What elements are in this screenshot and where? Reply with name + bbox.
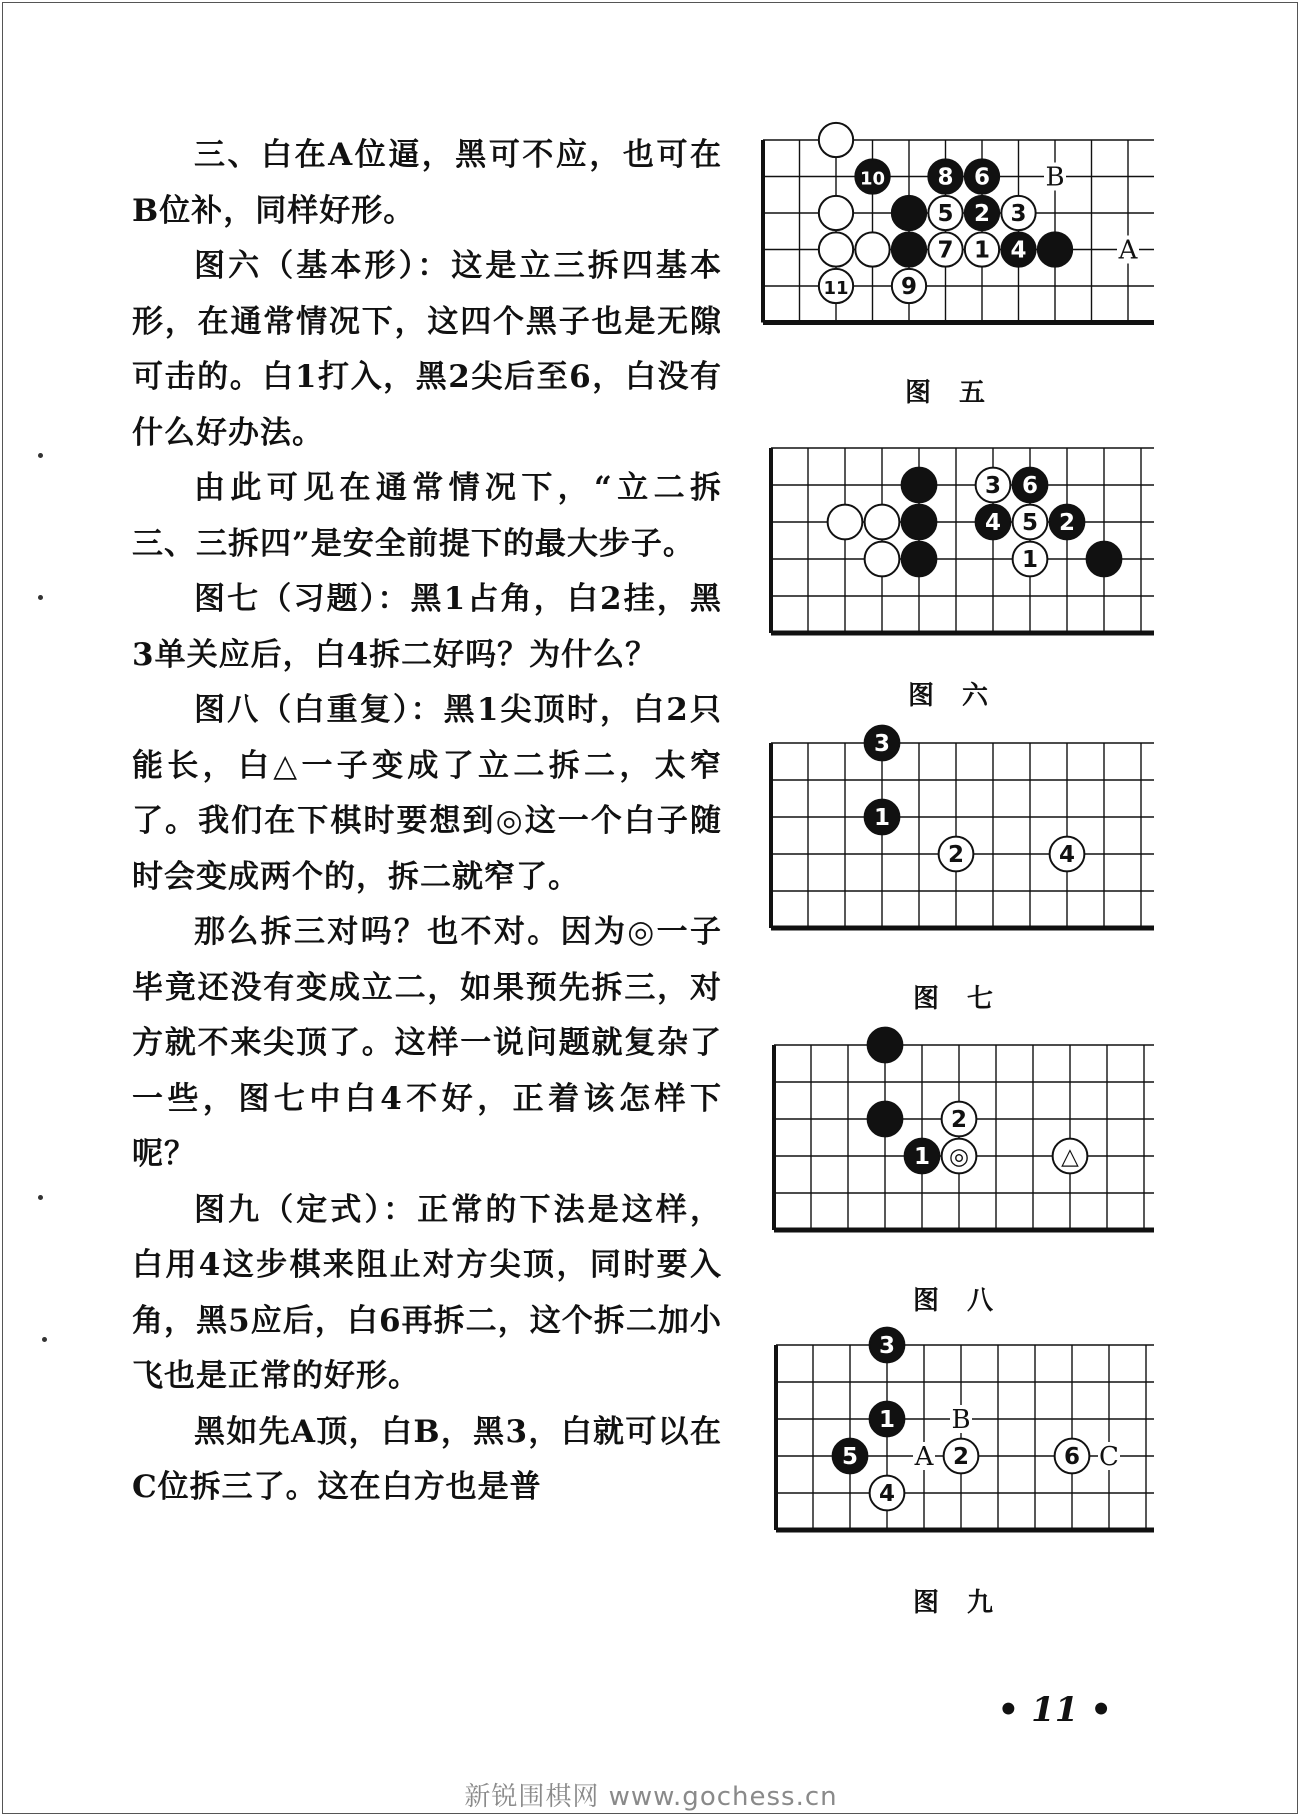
stone-disc: [819, 196, 853, 230]
stone-number: 1: [973, 237, 991, 264]
go-board-diagram: [768, 445, 1154, 641]
figure-6-caption: 图 六: [908, 681, 990, 711]
white-stone: [976, 468, 1011, 503]
figure-9-caption: 图 九: [913, 1588, 995, 1618]
stone-disc: [892, 196, 926, 230]
white-stone: [819, 123, 853, 157]
black-stone: [902, 542, 937, 577]
stone-number: 6: [1021, 473, 1039, 499]
black-stone: [1087, 542, 1122, 577]
black-stone: [868, 1102, 903, 1137]
board-grid: [771, 448, 1154, 633]
stone-number: 2: [950, 1107, 968, 1133]
white-stone: [942, 1139, 977, 1174]
scan-speck: [38, 453, 43, 458]
board-grid: [774, 1045, 1154, 1230]
stone-number: 3: [984, 473, 1002, 499]
stone-number: 3: [873, 731, 891, 757]
go-board-diagram: [773, 1333, 1154, 1544]
stone-number: 2: [947, 842, 965, 868]
white-stone: [865, 542, 900, 577]
white-stone: [855, 232, 889, 266]
paragraph-1: 三、白在A位逼，黑可不应，也可在B位补，同样好形。: [132, 137, 722, 229]
black-stone: [928, 159, 962, 193]
white-stone: [965, 232, 999, 266]
stone-disc: [1087, 542, 1122, 577]
black-stone: [865, 800, 900, 835]
stone-disc: [902, 505, 937, 540]
stone-number: 3: [1010, 201, 1027, 227]
black-stone: [902, 505, 937, 540]
stone-number: 8: [937, 164, 954, 191]
stone-disc: [819, 123, 853, 157]
go-board-diagram: [760, 137, 1154, 343]
stone-number: 10: [859, 168, 886, 190]
white-stone: [1013, 505, 1048, 540]
black-stone: [1038, 232, 1072, 266]
black-stone: [965, 196, 999, 230]
white-stone: [939, 837, 974, 872]
body-text: [132, 128, 722, 1516]
white-stone: [1013, 542, 1048, 577]
stone-number: 4: [1010, 237, 1027, 264]
black-stone: [892, 196, 926, 230]
stone-number: 5: [1021, 510, 1039, 536]
stone-disc: [902, 542, 937, 577]
stone-number: 1: [1021, 547, 1039, 573]
stone-number: 2: [1058, 510, 1076, 536]
black-stone: [902, 468, 937, 503]
stone-number: 4: [1058, 842, 1076, 868]
stone-number: 2: [952, 1444, 970, 1470]
figure-5-caption: 图 五: [905, 378, 987, 408]
stone-number: 5: [937, 201, 954, 227]
black-stone: [892, 232, 926, 266]
stone-number: 1: [873, 805, 891, 831]
white-stone: [928, 196, 962, 230]
stone-number: 6: [1063, 1444, 1081, 1470]
stone-disc: [865, 505, 900, 540]
point-letter: A: [914, 1442, 934, 1472]
stone-number: 2: [973, 201, 991, 227]
stone-number: 4: [878, 1481, 896, 1507]
figure-8-board: [771, 1042, 1154, 1242]
white-stone: [892, 269, 926, 303]
point-letter: B: [1045, 162, 1065, 193]
stone-disc: [855, 232, 889, 266]
black-stone: [868, 1028, 903, 1063]
page-number: • 11 •: [997, 1690, 1112, 1730]
black-stone: [965, 159, 999, 193]
white-stone: [942, 1102, 977, 1137]
stone-number: 1: [913, 1144, 931, 1170]
white-stone: [1055, 1439, 1090, 1474]
stone-number: 5: [841, 1444, 859, 1470]
stone-number: ◎: [948, 1144, 970, 1170]
stone-disc: [892, 232, 926, 266]
stone-number: 11: [823, 278, 849, 299]
stone-number: 1: [878, 1407, 896, 1433]
black-stone: [855, 159, 889, 193]
stone-disc: [865, 542, 900, 577]
black-stone: [833, 1439, 868, 1474]
figure-8-caption: 图 八: [913, 1286, 995, 1316]
white-stone: [819, 232, 853, 266]
stone-number: 9: [900, 274, 918, 300]
scan-speck: [38, 595, 43, 600]
watermark-text: 新锐围棋网 www.gochess.cn: [464, 1782, 838, 1812]
stone-number: △: [1061, 1144, 1079, 1170]
stone-disc: [868, 1028, 903, 1063]
stone-number: 7: [937, 237, 954, 264]
paragraph-7: 图九（定式）：正常的下法是这样，白用4这步棋来阻止对方尖顶，同时要入角，黑5应后，白6再拆二，这个拆二加小飞也是正常的好形。: [132, 1191, 723, 1394]
scan-speck: [38, 1195, 43, 1200]
stone-disc: [819, 232, 853, 266]
black-stone: [870, 1328, 905, 1363]
white-stone: [1053, 1139, 1088, 1174]
figure-9-board: [773, 1333, 1154, 1544]
paragraph-3: 由此可见在通常情况下，“立二拆三、三拆四”是安全前提下的最大步子。: [132, 470, 722, 562]
black-stone: [870, 1402, 905, 1437]
stone-disc: [902, 468, 937, 503]
stone-number: 6: [973, 164, 991, 191]
figure-5-board: [760, 137, 1154, 343]
white-stone: [865, 505, 900, 540]
paragraph-8: 黑如先A顶，白B，黑3，白就可以在C位拆三了。这在白方也是普: [132, 1413, 722, 1505]
figure-7-board: [768, 731, 1154, 940]
stone-number: 4: [984, 510, 1002, 536]
point-letter: A: [1118, 235, 1138, 266]
white-stone: [819, 269, 853, 303]
stone-disc: [1038, 232, 1072, 266]
white-stone: [1001, 196, 1035, 230]
board-grid: [771, 743, 1154, 928]
figure-7-caption: 图 七: [913, 984, 995, 1014]
white-stone: [928, 232, 962, 266]
black-stone: [905, 1139, 940, 1174]
stone-number: 3: [878, 1333, 896, 1359]
black-stone: [1013, 468, 1048, 503]
stone-disc: [868, 1102, 903, 1137]
paragraph-5: 图八（白重复）：黑1尖顶时，白2只能长，白△一子变成了立二拆二，太窄了。我们在下棋时要想到◎这一个白子随时会变成两个的，拆二就窄了。: [132, 692, 722, 895]
white-stone: [870, 1476, 905, 1511]
black-stone: [865, 726, 900, 761]
white-stone: [944, 1439, 979, 1474]
go-board-diagram: [768, 731, 1154, 940]
go-board-diagram: [771, 1042, 1154, 1242]
paragraph-2: 图六（基本形）：这是立三拆四基本形，在通常情况下，这四个黑子也是无隙可击的。白1打入，黑2尖后至6，白没有什么好办法。: [132, 248, 723, 451]
black-stone: [1001, 232, 1035, 266]
stone-disc: [828, 505, 863, 540]
paragraph-4: 图七（习题）：黑1占角，白2挂，黑3单关应后，白4拆二好吗？为什么？: [132, 581, 722, 673]
black-stone: [1050, 505, 1085, 540]
figure-6-board: [768, 445, 1154, 641]
white-stone: [1050, 837, 1085, 872]
board-grid: [776, 1345, 1154, 1530]
white-stone: [828, 505, 863, 540]
paragraph-6: 那么拆三对吗？也不对。因为◎一子毕竟还没有变成立二，如果预先拆三，对方就不来尖顶了。这样一说问题就复杂了一些，图七中白4不好，正着该怎样下呢？: [132, 914, 722, 1172]
black-stone: [976, 505, 1011, 540]
point-letter: B: [951, 1405, 971, 1435]
white-stone: [819, 196, 853, 230]
point-letter: C: [1099, 1442, 1119, 1472]
scan-speck: [42, 1337, 47, 1342]
